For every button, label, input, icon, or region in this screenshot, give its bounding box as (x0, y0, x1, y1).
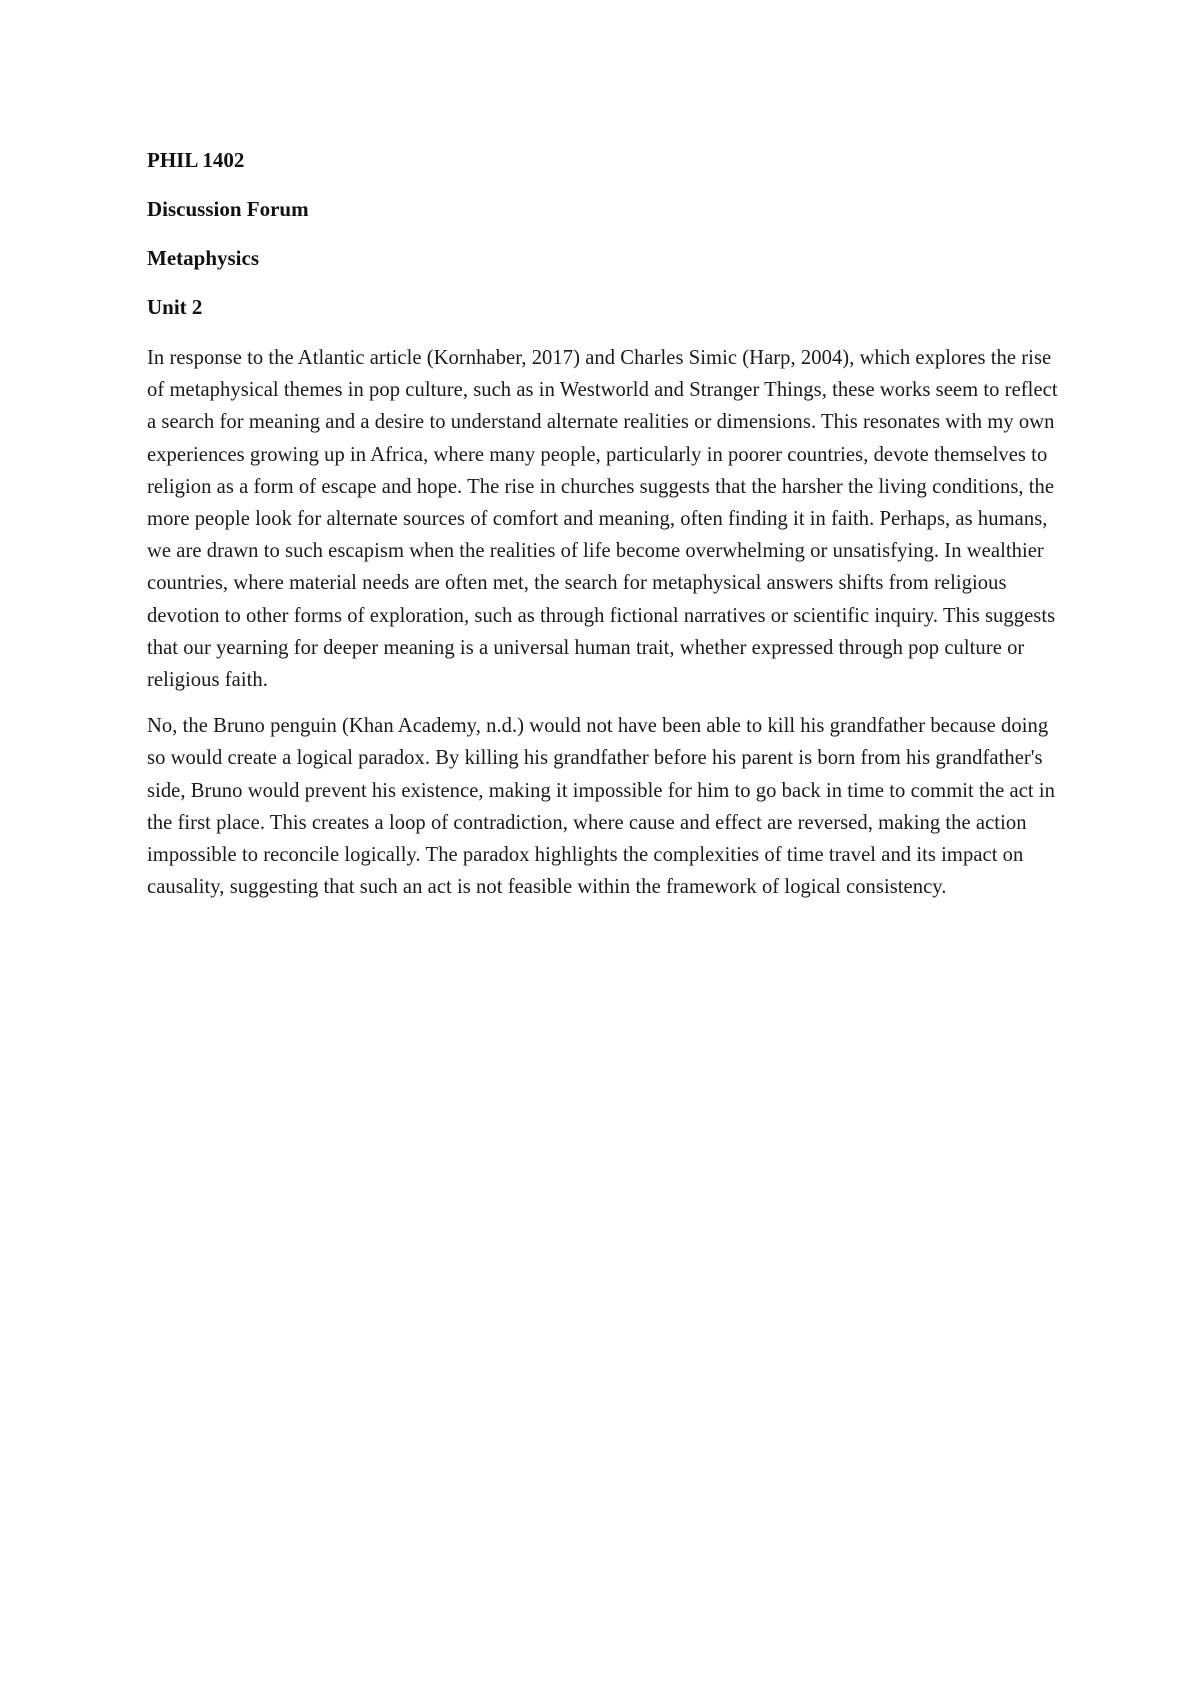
body-paragraph-2: No, the Bruno penguin (Khan Academy, n.d.) would not have been able to kill his grandfather because doing so would create a logical paradox. By killing his grandfather before his parent is born from his grandfather's side, Bruno would prevent his existence, making it impossible for him to go back in time to commit the act in the first place. This creates a loop of contradiction, where cause and effect are reversed, making the action impossible to reconcile logically. The paradox highlights the complexities of time travel and its impact on causality, suggesting that such an act is not feasible within the framework of logical consistency. (147, 715, 1055, 899)
assignment-type-heading: Discussion Forum (147, 197, 309, 221)
course-code-heading: PHIL 1402 (147, 148, 245, 172)
document-content (147, 146, 1069, 917)
unit-heading: Unit 2 (147, 295, 203, 319)
topic-heading: Metaphysics (147, 246, 259, 270)
body-paragraph-1: In response to the Atlantic article (Kornhaber, 2017) and Charles Simic (Harp, 2004), which explores the rise of metaphysical themes in pop culture, such as in Westworld and Stranger Things, these works seem to reflect a search for meaning and a desire to understand alternate realities or dimensions. This resonates with my own experiences growing up in Africa, where many people, particularly in poorer countries, devote themselves to religion as a form of escape and hope. The rise in churches suggests that the harsher the living conditions, the more people look for alternate sources of comfort and meaning, often finding it in faith. Perhaps, as humans, we are drawn to such escapism when the realities of life become overwhelming or unsatisfying. In wealthier countries, where material needs are often met, the search for metaphysical answers shifts from religious devotion to other forms of exploration, such as through fictional narratives or scientific inquiry. This suggests that our yearning for deeper meaning is a universal human trait, whether expressed through pop culture or religious faith. (147, 347, 1058, 692)
